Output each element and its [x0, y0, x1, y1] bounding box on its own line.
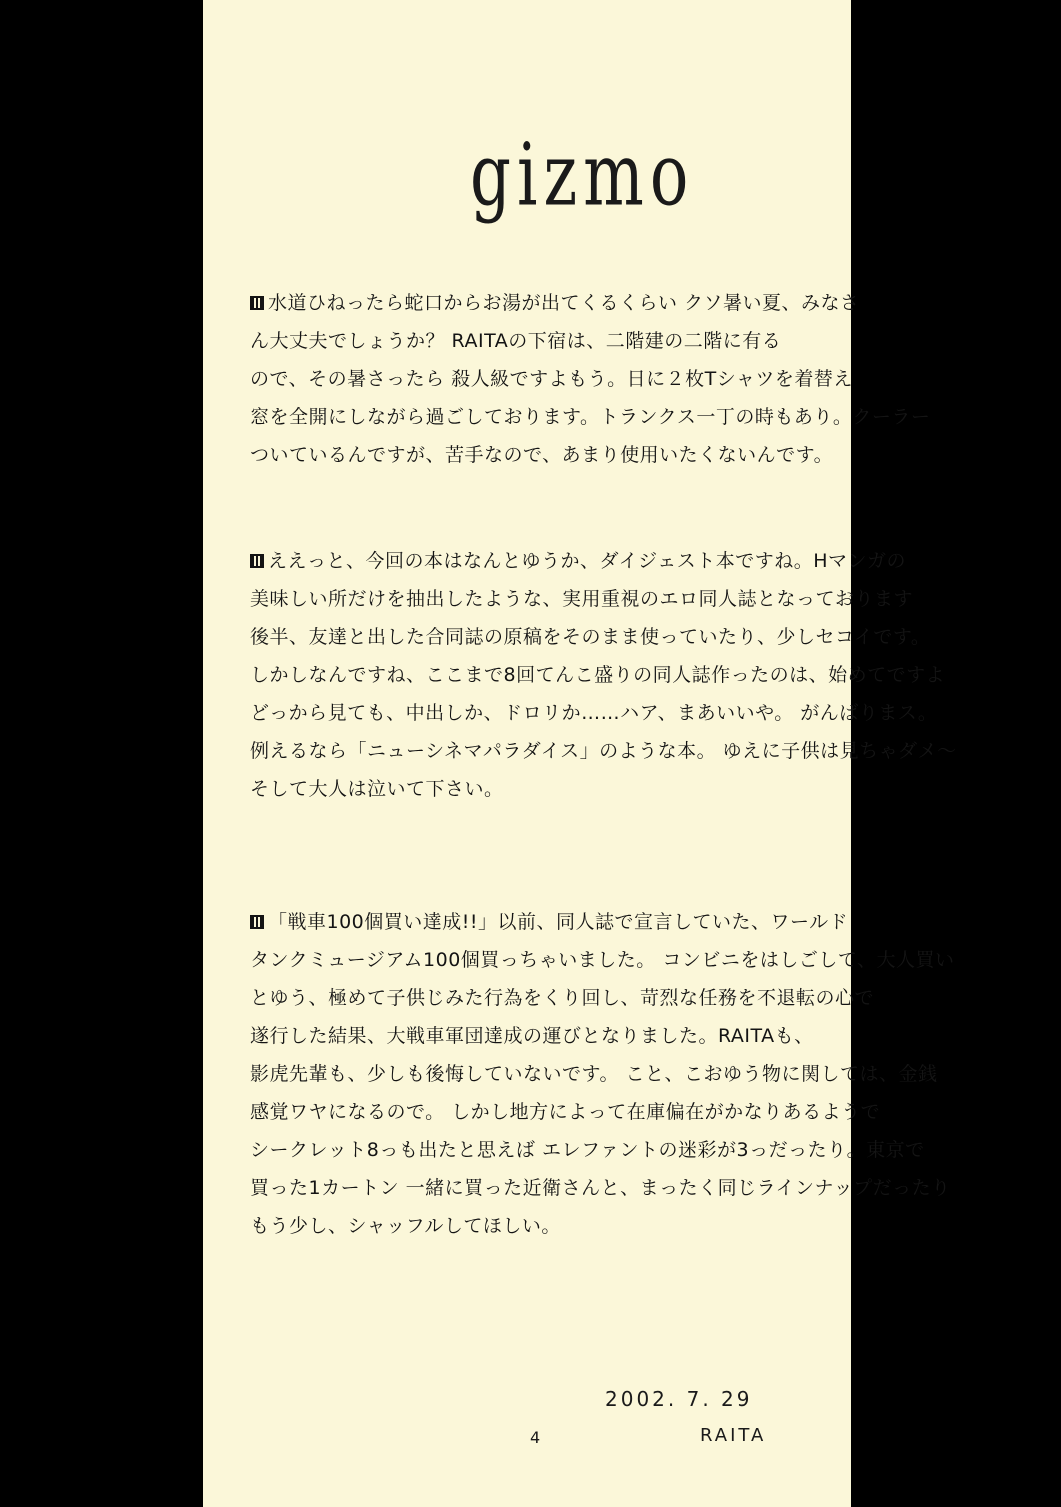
date-stamp: 2002. 7. 29	[605, 1387, 753, 1411]
paragraph-line: ん大丈夫でしょうか？ RAITAの下宿は、二階建の二階に有る	[250, 330, 782, 352]
page-title: gizmo	[470, 126, 695, 226]
paragraph-line: 後半、友達と出した合同誌の原稿をそのまま使っていたり、少しセコイです。	[250, 626, 931, 648]
paragraph-line: 遂行した結果、大戦車軍団達成の運びとなりました。RAITAも、	[250, 1025, 814, 1047]
hatched-square-icon	[250, 915, 264, 929]
paragraph-line: どっから見ても、中出しか、ドロリか……ハア、まあいいや。 がんばりまス。	[250, 702, 938, 724]
paragraph-line: 美味しい所だけを抽出したような、実用重視のエロ同人誌となっております	[250, 588, 914, 610]
paragraph-line	[250, 903, 849, 941]
line-text: 水道ひねったら蛇口からお湯が出てくるくらい クソ暑い夏、みなさ	[268, 292, 860, 314]
paragraph-line: しかしなんですね、ここまで8回てんこ盛りの同人誌作ったのは、始めてですよ	[250, 664, 946, 686]
paragraph-line: 影虎先輩も、少しも後悔していないです。 こと、こおゆう物に関しては、金銭	[250, 1063, 938, 1085]
paragraph-1	[250, 284, 931, 474]
hatched-square-icon	[250, 554, 264, 568]
paragraph-line: シークレット8っも出たと思えば エレファントの迷彩が3っだったり。東京で	[250, 1139, 925, 1161]
page-number: 4	[530, 1428, 541, 1447]
paragraph-3	[250, 903, 955, 1245]
hatched-square-icon	[250, 296, 264, 310]
paragraph-line: ついているんですが、苦手なので、あまり使用いたくないんです。	[250, 444, 834, 466]
paragraph-line: そして大人は泣いて下さい。	[250, 778, 504, 800]
line-text: ええっと、今回の本はなんとゆうか、ダイジェスト本ですね。Hマンガの	[268, 550, 907, 572]
author-signature: RAITA	[700, 1425, 767, 1446]
paragraph-line: とゆう、極めて子供じみた行為をくり回し、苛烈な任務を不退転の心で	[250, 987, 875, 1009]
paragraph-line: 窓を全開にしながら過ごしております。トランクス一丁の時もあり。クーラー	[250, 406, 931, 428]
paragraph-line: もう少し、シャッフルしてほしい。	[250, 1215, 561, 1237]
paragraph-line: 例えるなら「ニューシネマパラダイス」のような本。 ゆえに子供は見ちゃダメ～	[250, 740, 957, 762]
paragraph-line: 買った1カートン 一緒に買った近衛さんと、まったく同じラインナップだったり	[250, 1177, 951, 1199]
paragraph-line	[250, 542, 907, 580]
paragraph-line: 感覚ワヤになるので。 しかし地方によって在庫偏在がかなりあるようで	[250, 1101, 881, 1123]
paragraph-line	[250, 284, 860, 322]
paragraph-line: ので、その暑さったら 殺人級ですよもう。日に２枚Tシャツを着替え	[250, 368, 853, 390]
paragraph-2	[250, 542, 957, 808]
paragraph-line: タンクミュージアム100個買っちゃいました。 コンビニをはしごして、大人買い	[250, 949, 955, 971]
line-text: 「戦車100個買い達成!!」以前、同人誌で宣言していた、ワールド	[268, 911, 849, 933]
